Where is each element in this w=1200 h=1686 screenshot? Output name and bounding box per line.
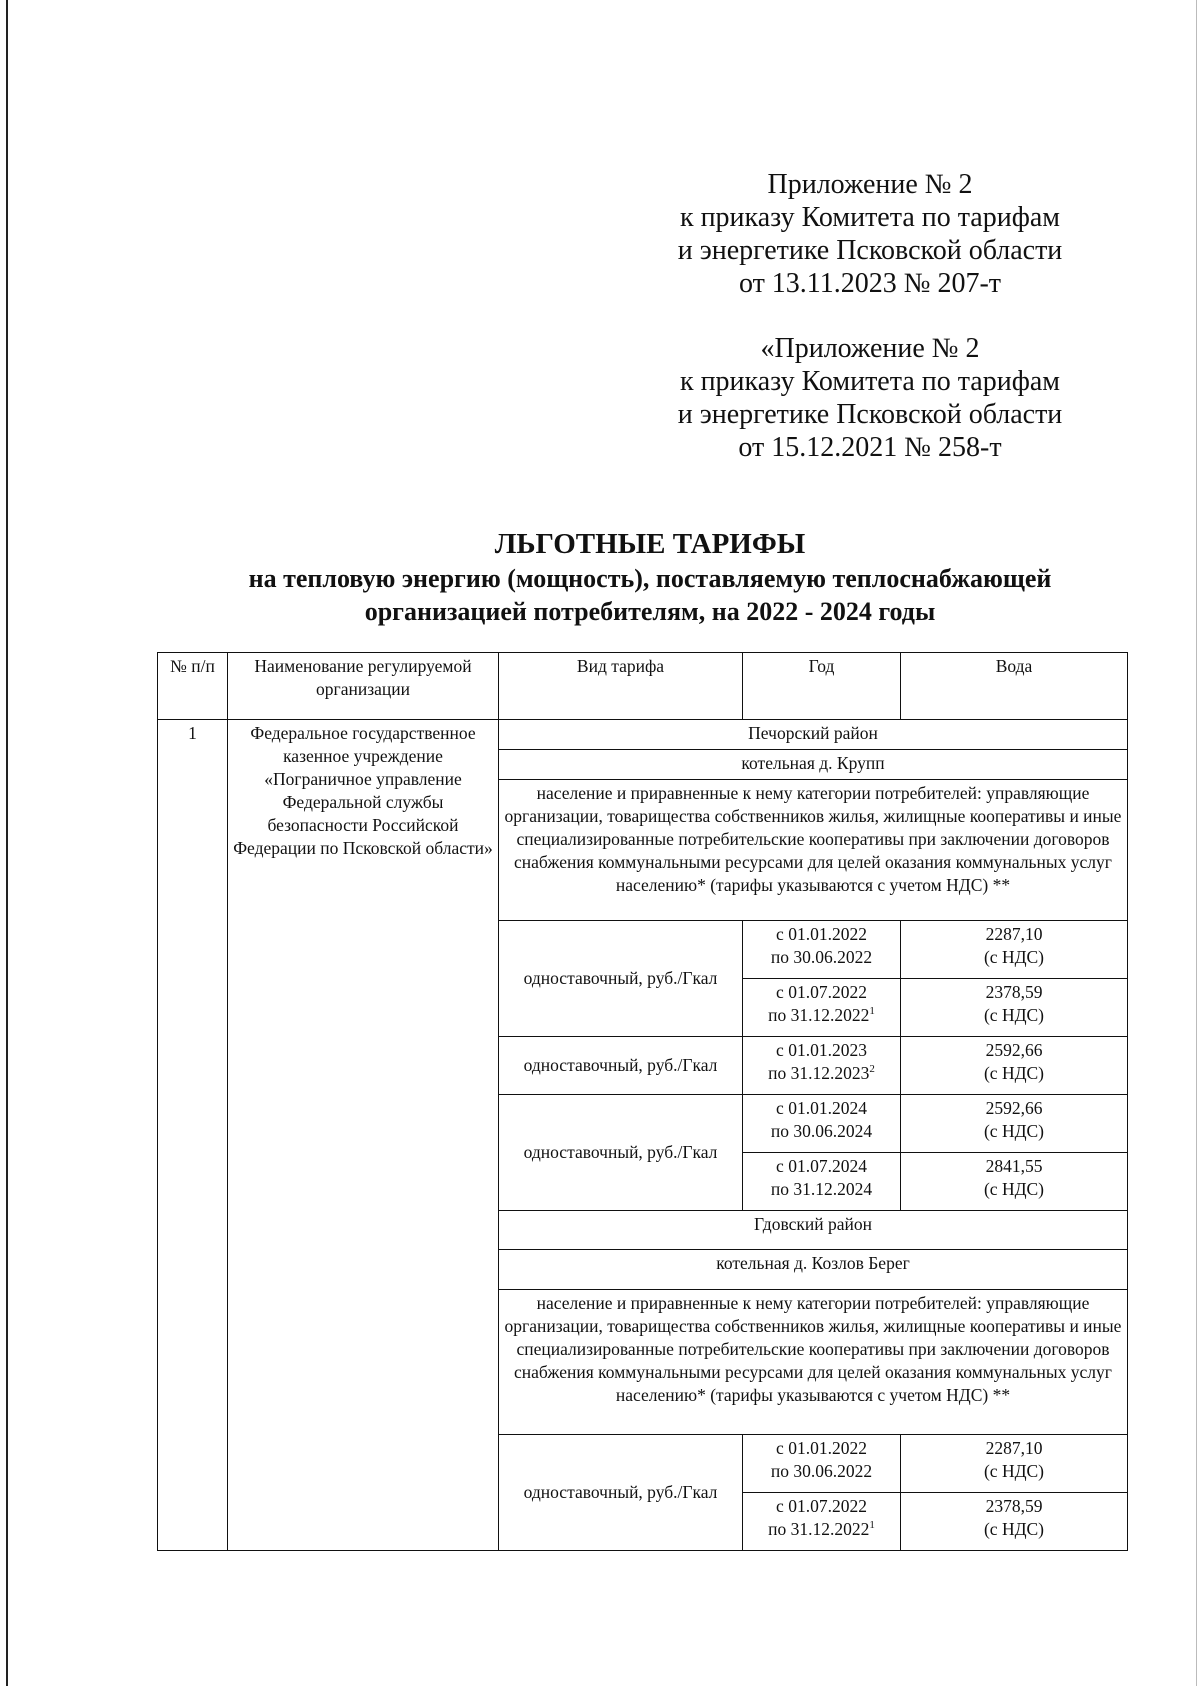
vat-note: (с НДС) — [983, 1005, 1045, 1025]
approval-line: «Приложение № 2 — [760, 333, 980, 364]
period-cell — [743, 1095, 901, 1153]
tariff-value: 2592,66 — [985, 1098, 1043, 1118]
period-from: с 01.01.2024 — [776, 1098, 867, 1118]
tariff-value: 2287,10 — [985, 924, 1043, 944]
document-title — [150, 526, 1150, 628]
tariff-value: 2287,10 — [985, 1438, 1043, 1458]
consumer-category: население и приравненные к нему категории потребителей: управляющие организации, товарищества собственников жилья, жилищные кооперативы и иные специализированные потребительские кооперативы при заключении договоров снабжения коммунальными ресурсами для целей оказания коммунальных услуг населению* (тарифы указываются с учетом НДС) ** — [499, 1290, 1128, 1435]
footnote-marker: 1 — [869, 1005, 875, 1018]
boiler-name: котельная д. Козлов Берег — [499, 1250, 1128, 1290]
period-to: по 31.12.2022 — [768, 1519, 870, 1539]
period-cell — [743, 1435, 901, 1493]
tariff-value: 2378,59 — [985, 1496, 1043, 1516]
approval-line: к приказу Комитета по тарифам — [679, 202, 1061, 233]
organization-name: Федеральное государственное казенное учреждение «Пограничное управление Федеральной службы безопасности Российской Федерации по Псковской области» — [228, 720, 499, 1551]
water-tariff-cell — [901, 921, 1128, 979]
period-cell — [743, 1493, 901, 1551]
table-header-row — [158, 653, 1128, 720]
period-from: с 01.07.2022 — [776, 1496, 867, 1516]
water-tariff-cell — [901, 1153, 1128, 1211]
water-tariff-cell — [901, 979, 1128, 1037]
page-edge-shadow — [1196, 0, 1197, 1686]
tariff-value: 2378,59 — [985, 982, 1043, 1002]
approval-line: от 13.11.2023 № 207-т — [738, 268, 1002, 299]
title-subtitle-line: организацией потребителям, на 2022 - 2024 годы — [364, 597, 936, 626]
period-cell — [743, 1037, 901, 1095]
period-to: по 30.06.2022 — [770, 1461, 873, 1481]
tariff-table — [157, 652, 1128, 1551]
footnote-marker: 1 — [869, 1519, 875, 1532]
vat-note: (с НДС) — [983, 947, 1045, 967]
page-edge-line — [6, 0, 8, 1686]
approval-line: Приложение № 2 — [767, 169, 973, 200]
vat-note: (с НДС) — [983, 1179, 1045, 1199]
header-organization: Наименование регулируемой организации — [228, 653, 499, 720]
approval-stamp-previous — [660, 332, 1080, 464]
region-name: Печорский район — [499, 720, 1128, 750]
period-to: по 31.12.2024 — [770, 1179, 873, 1199]
header-num: № п/п — [158, 653, 228, 720]
approval-line: от 15.12.2021 № 258-т — [738, 432, 1002, 463]
rate-type: одноставочный, руб./Гкал — [499, 1095, 743, 1211]
header-tariff-type: Вид тарифа — [499, 653, 743, 720]
title-subtitle-line: на тепловую энергию (мощность), поставляемую теплоснабжающей — [248, 564, 1052, 593]
period-from: с 01.07.2022 — [776, 982, 867, 1002]
period-to: по 31.12.2022 — [768, 1005, 870, 1025]
period-to: по 30.06.2024 — [770, 1121, 873, 1141]
water-tariff-cell — [901, 1095, 1128, 1153]
period-from: с 01.01.2022 — [776, 1438, 867, 1458]
tariff-value: 2592,66 — [985, 1040, 1043, 1060]
rate-type: одноставочный, руб./Гкал — [499, 1435, 743, 1551]
vat-note: (с НДС) — [983, 1063, 1045, 1083]
period-cell — [743, 979, 901, 1037]
water-tariff-cell — [901, 1037, 1128, 1095]
vat-note: (с НДС) — [983, 1121, 1045, 1141]
header-water: Вода — [901, 653, 1128, 720]
vat-note: (с НДС) — [983, 1461, 1045, 1481]
period-from: с 01.07.2024 — [776, 1156, 867, 1176]
rate-type: одноставочный, руб./Гкал — [499, 1037, 743, 1095]
period-to: по 31.12.2023 — [768, 1063, 870, 1083]
period-cell — [743, 1153, 901, 1211]
approval-stamp-current — [660, 168, 1080, 300]
approval-line: к приказу Комитета по тарифам — [679, 366, 1061, 397]
period-cell — [743, 921, 901, 979]
period-from: с 01.01.2023 — [776, 1040, 867, 1060]
region-name: Гдовский район — [499, 1211, 1128, 1250]
header-year: Год — [743, 653, 901, 720]
period-to: по 30.06.2022 — [770, 947, 873, 967]
footnote-marker: 2 — [869, 1063, 875, 1076]
water-tariff-cell — [901, 1493, 1128, 1551]
rate-type: одноставочный, руб./Гкал — [499, 921, 743, 1037]
consumer-category: население и приравненные к нему категории потребителей: управляющие организации, товарищества собственников жилья, жилищные кооперативы и иные специализированные потребительские кооперативы при заключении договоров снабжения коммунальными ресурсами для целей оказания коммунальных услуг населению* (тарифы указываются с учетом НДС) ** — [499, 780, 1128, 921]
title-main: ЛЬГОТНЫЕ ТАРИФЫ — [494, 528, 806, 560]
water-tariff-cell — [901, 1435, 1128, 1493]
approval-line: и энергетике Псковской области — [677, 235, 1063, 266]
region-row — [158, 720, 1128, 750]
approval-line: и энергетике Псковской области — [677, 399, 1063, 430]
row-number: 1 — [158, 720, 228, 1551]
period-from: с 01.01.2022 — [776, 924, 867, 944]
vat-note: (с НДС) — [983, 1519, 1045, 1539]
boiler-name: котельная д. Крупп — [499, 750, 1128, 780]
tariff-value: 2841,55 — [985, 1156, 1043, 1176]
